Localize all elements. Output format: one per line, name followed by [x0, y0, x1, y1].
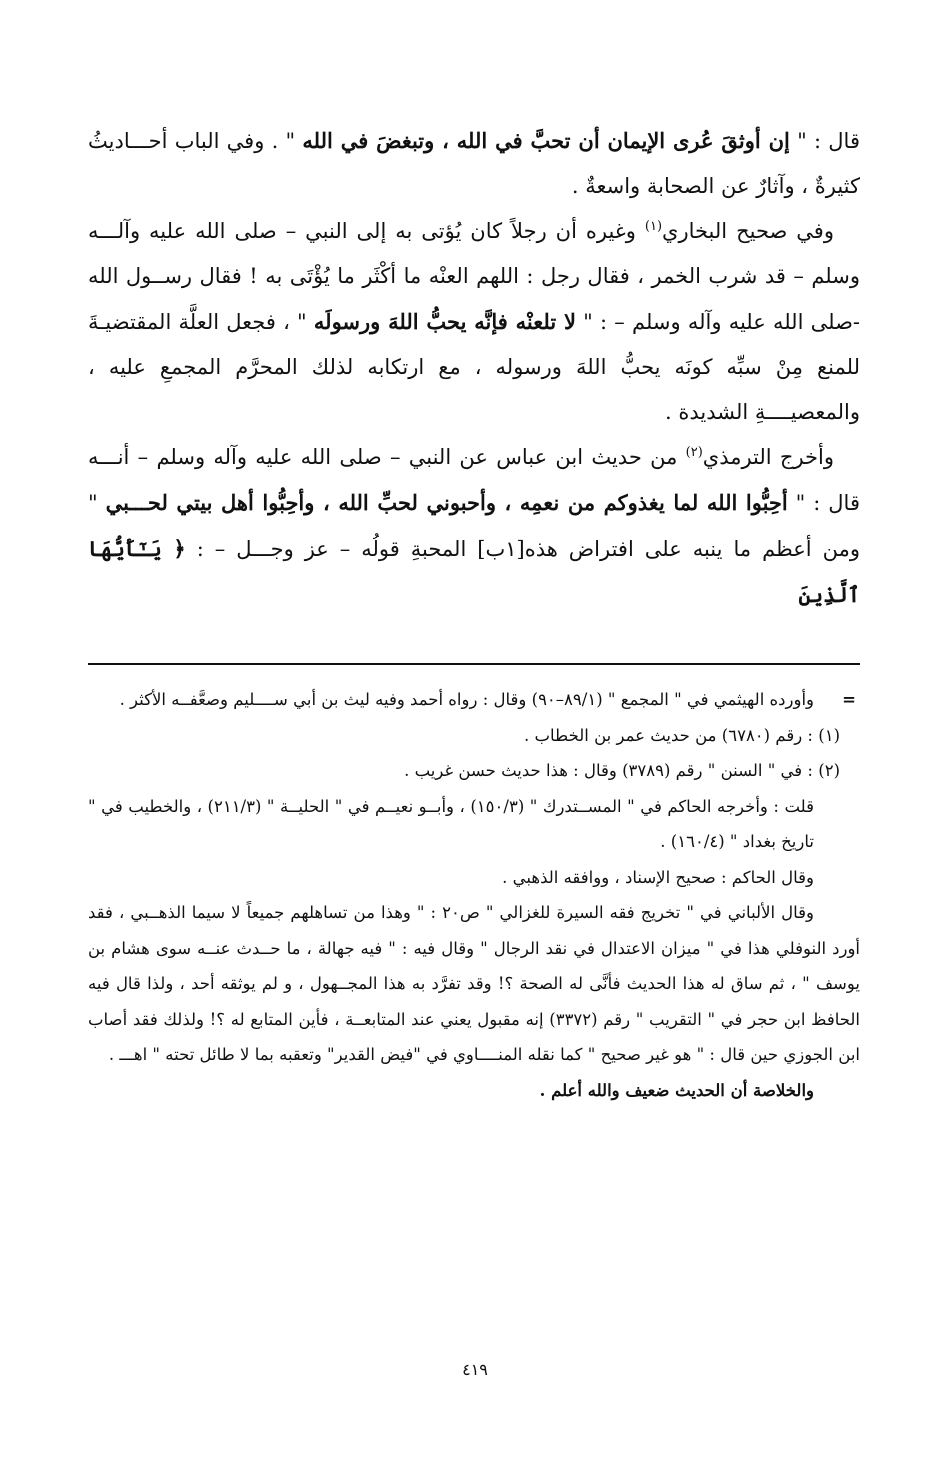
paragraph-2 — [88, 209, 860, 435]
footnote-2-conclusion: والخلاصة أن الحديث ضعيف والله أعلم . — [539, 1080, 814, 1100]
footnotes-section — [88, 682, 860, 1108]
footnote-continuation — [88, 682, 860, 718]
paragraph-3 — [88, 435, 860, 618]
paragraph-1-text-b: " . وفي الباب أحـــاديثُ كثيرةٌ ، وآثارٌ عن الصحابة واسعةٌ . — [88, 129, 860, 198]
footnote-2: (٢) : في " السنن " رقم (٣٧٨٩) وقال : هذا حديث حسن غريب . — [404, 761, 840, 780]
hadith-quote-3: أحِبُّوا الله لما يغذوكم من نعمِه ، وأحبوني لحبِّ الله ، وأحِبُّوا أهل بيتي لحـــبي — [105, 490, 788, 515]
quran-verse-start: ﴿ يَـٰٓأَيُّهَا ٱلَّذِينَ — [88, 536, 860, 607]
paragraph-3-text-b: من حديث ابن عباس عن النبي – صلى الله عليه وآله وسلم – أنـــه قال : " — [88, 445, 860, 515]
footnote-divider — [88, 663, 860, 665]
paragraph-2-text-c: " ، فجعل العلَّة المقتضيـةَ للمنع مِنْ سبِّه كونَه يحبُّ اللهَ ورسوله ، مع ارتكابه لذلك المحرَّم المجمعِ عليه ، والمعصيــــةِ الشديدة . — [88, 310, 860, 424]
paragraph-2-text-b: وغيره أن رجلاً كان يُؤتى به إلى النبي – صلى الله عليه وآلـــه وسلم – قد شرب الخمر ، فقال رجل : اللهم العنْه ما أكْثَر ما يُؤْتَى به ! فقال رســول الله -صلى الله عليه وآله وسلم – : " — [88, 219, 860, 334]
footnote-2-note-c: وقال الألباني في " تخريج فقه السيرة للغزالي " ص٢٠ : " وهذا من تساهلهم جميعاً لا سيما الذهــبي ، فقد أورد النوفلي هذا في " ميزان الاعتدال في نقد الرجال " وقال فيه : " فيه جهالة ، ما حــدث عنــه سوى هشام بن يوسف " ، ثم ساق له هذا الحديث فأنَّى له الصحة ؟! وقد تفرَّد به هذا المجــهول ، و لم يوثقه أحد ، ولذا قال فيه الحافظ ابن حجر في " التقريب " رقم (٣٣٧٢) إنه مقبول يعني عند المتابعــة ، فأين المتابع له ؟! ولذلك فقد أصاب ابن الجوزي حين قال : " هو غير صحيح " كما نقله المنــــاوي في "فيض القدير" وتعقبه بما لا طائل تحته " اهـــ . — [88, 903, 860, 1064]
paragraph-3-text-c: " ومن أعظم ما ينبه على افتراض هذه[١ب] المحبةِ قولُه – عز وجـــل – : — [88, 491, 860, 561]
footnote-ref-2[interactable]: (٢) — [685, 445, 703, 460]
footnote-2-note-a: قلت : وأخرجه الحاكم في " المســتدرك " (١٥٠/٣) ، وأبــو نعيــم في " الحليــة " (٢١١/٣) ، والخطيب في " تاريخ بغداد " (١٦٠/٤) . — [88, 796, 814, 851]
paragraph-2-text-a: وفي صحيح البخاري — [662, 219, 834, 243]
continuation-mark: = — [842, 690, 856, 709]
footnote-continuation-text: وأورده الهيثمي في " المجمع " (٨٩/١–٩٠) وقال : رواه أحمد وفيه ليث بن أبي ســــليم وصعَّفــه الأكثر . — [119, 690, 814, 709]
page-number: ٤١٩ — [462, 1360, 488, 1379]
main-text-body — [88, 118, 860, 618]
hadith-quote-2: لا تلعنْه فإنَّه يحبُّ اللهَ ورسولَه — [313, 309, 576, 334]
footnote-2-note-b: وقال الحاكم : صحيح الإسناد ، ووافقه الذهبي . — [502, 867, 814, 887]
footnote-1: (١) : رقم (٦٧٨٠) من حديث عمر بن الخطاب . — [524, 725, 840, 745]
hadith-quote-1: إن أوثقَ عُرى الإيمان أن تحبَّ في الله ، وتبغضَ في الله — [302, 128, 790, 153]
paragraph-3-text-a: وأخرج الترمذي — [702, 445, 835, 469]
paragraph-1 — [88, 118, 860, 209]
paragraph-1-text-a: قال : " — [789, 129, 860, 153]
footnote-ref-1[interactable]: (١) — [644, 219, 663, 234]
